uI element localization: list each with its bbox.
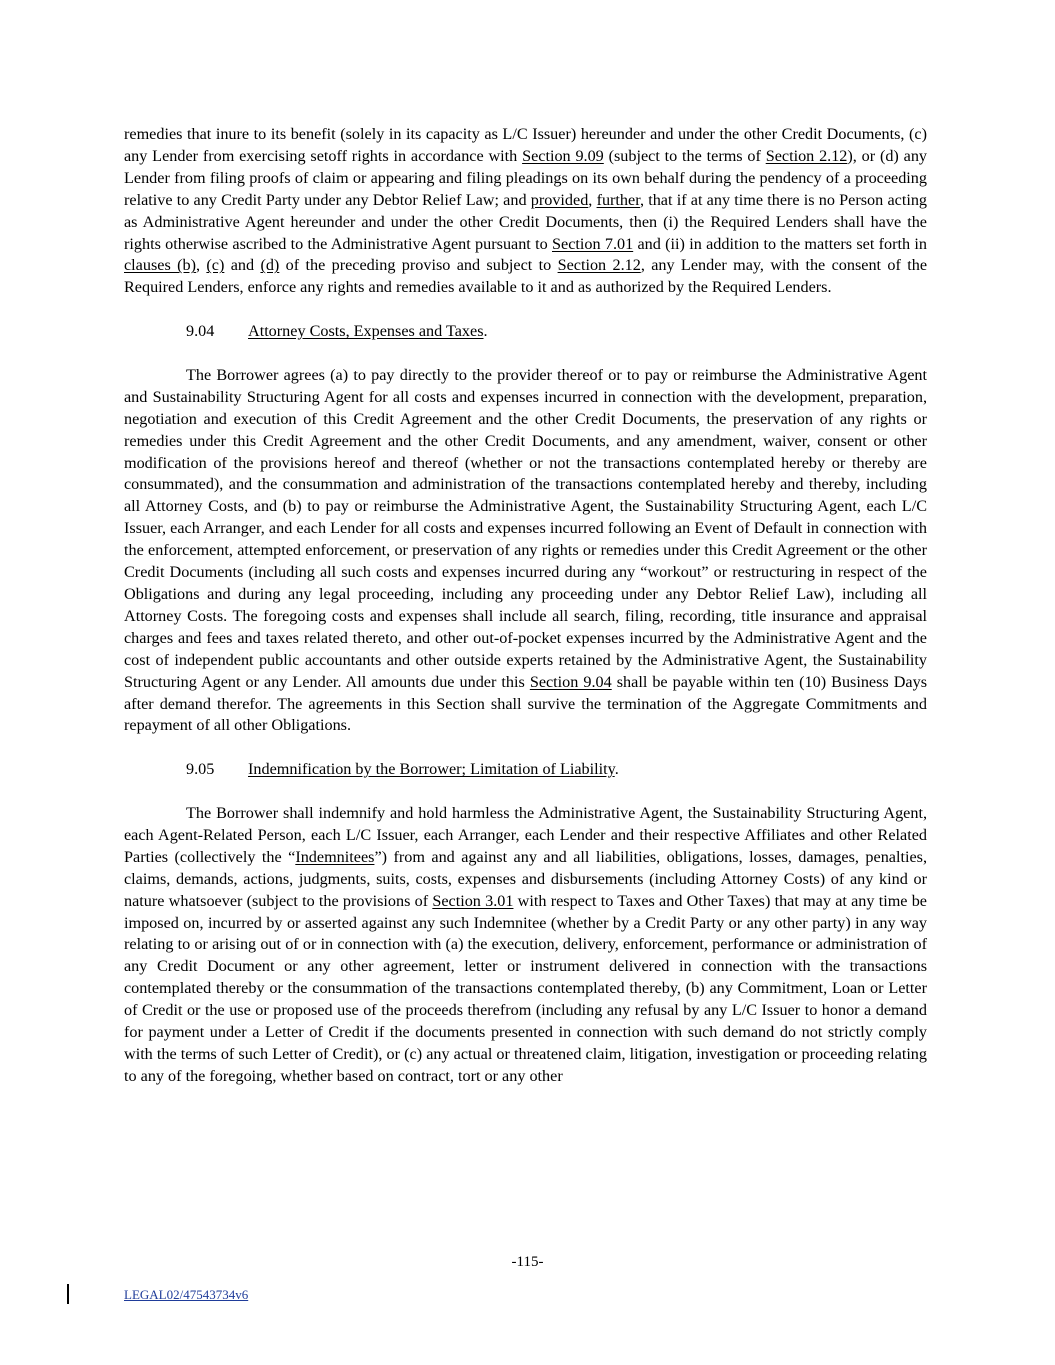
text-run: , that if at any time there is no Person acting as Administrative Agent hereunder and under the other Credit Documents, then (i) the Required Lenders shall have the rights otherwise ascribed to the Administrative Agent pursuant to [124, 190, 928, 253]
text-run: shall be payable within ten (10) Business Days after demand therefor. The agreements in this Section shall survive the termination of the Aggregate Commitments and repayment of all other Obligations. [124, 672, 928, 735]
section-title: Attorney Costs, Expenses and Taxes [248, 322, 484, 341]
clause-reference: clauses (b) [124, 256, 196, 275]
section-9-04-body [124, 365, 927, 737]
section-title-period: . [614, 760, 619, 779]
section-reference: Section 2.12 [557, 256, 641, 275]
clause-reference: (d) [260, 256, 280, 275]
section-reference: Section 2.12 [765, 146, 848, 165]
section-number: 9.04 [186, 322, 215, 341]
clause-reference: (c) [206, 256, 225, 275]
text-run: with respect to Taxes and Other Taxes) that may at any time be imposed on, incurred by or asserted against any such Indemnitee (whether by a Credit Party or any other party) in any way relating to or arising out of or in connection with (a) the execution, delivery, enforcement, performance or administration of any Credit Document or any other agreement, letter or instrument delivered in connection with the transactions contemplated thereby or the consummation of the transactions contemplated thereby, (b) any Commitment, Loan or Letter of Credit or the use or proposed use of the proceeds therefrom (including any refusal by any L/C Issuer to honor a demand for payment under a Letter of Credit if the documents presented in connection with such demand do not strictly comply with the terms of such Letter of Credit), or (c) any actual or threatened claim, litigation, investigation or proceeding relating to any of the foregoing, whether based on contract, tort or any other [124, 891, 927, 1085]
document-body [124, 124, 927, 1088]
section-number: 9.05 [186, 760, 215, 779]
section-heading-9-04 [124, 321, 927, 343]
text-run: of the preceding proviso and subject to [279, 256, 558, 275]
text-run: ”) from and against any and all liabilities, obligations, losses, damages, penalties, claims, demands, actions, judgments, suits, costs, expenses and disbursements (including Attorney Costs) of any kind or nature whatsoever (subject to the provisions of [124, 847, 927, 910]
text-run: remedies that inure to its benefit (solely in its capacity as L/C Issuer) hereunder and under the other Credit Documents, (c) any Lender from exercising setoff rights in accordance with [124, 125, 927, 165]
text-run: and [224, 256, 261, 275]
page-number: -115- [511, 1254, 544, 1270]
spacer [124, 343, 927, 365]
section-reference: Section 3.01 [432, 891, 514, 910]
defined-term: provided [530, 190, 589, 209]
defined-term: further [596, 190, 640, 209]
section-heading-9-05 [124, 759, 927, 781]
text-run: ), or (d) any Lender from filing proofs of claim or appearing and filing pleadings on its own behalf during the pendency of a proceeding relative to any Credit Party under any Debtor Relief Law; and [124, 146, 928, 209]
section-reference: Section 9.09 [522, 146, 604, 165]
spacer [124, 737, 927, 759]
text-run: The Borrower agrees (a) to pay directly to the provider thereof or to pay or reimburse the Administrative Agent and Sustainability Structuring Agent for all costs and expenses incurred in connection with the development, preparation, negotiation and execution of this Credit Agreement and the other Credit Documents, the preservation of any rights or remedies under this Credit Agreement and the other Credit Documents, and any amendment, waiver, consent or other modification of the provisions hereof and thereof (whether or not the transactions contemplated hereby or thereby are consummated), and the consummation and administration of the transactions contemplated hereby and thereby, including all Attorney Costs, and (b) to pay or reimburse the Administrative Agent, the Sustainability Structuring Agent, each L/C Issuer, each Arranger, and each Lender for all costs and expenses incurred following an Event of Default in connection with the enforcement, attempted enforcement, or preservation of any rights or remedies under this Credit Agreement or the other Credit Documents (including all such costs and expenses incurred during any “workout” or restructuring in respect of the Obligations and during any legal proceeding, including any proceeding under any Debtor Relief Law), including all Attorney Costs. The foregoing costs and expenses shall include all search, filing, recording, title insurance and appraisal charges and fees and taxes related thereto, and other out-of-pocket expenses incurred by the Administrative Agent and the cost of independent public accountants and other outside experts retained by the Administrative Agent, the Sustainability Structuring Agent or any Lender. All amounts due under this [124, 365, 927, 691]
revision-change-bar [67, 1284, 69, 1304]
text-run: , [588, 190, 597, 209]
section-reference: Section 7.01 [552, 234, 634, 253]
spacer [124, 299, 927, 321]
text-run: (subject to the terms of [603, 146, 766, 165]
section-9-05-body [124, 803, 927, 1088]
document-id-footer[interactable]: LEGAL02/47543734v6 [124, 1287, 249, 1302]
text-run: , any Lender may, with the consent of the Required Lenders, enforce any rights and remedies available to it and as authorized by the Required Lenders. [124, 256, 927, 297]
spacer [124, 781, 927, 803]
text-run: , [195, 256, 207, 275]
section-reference: Section 9.04 [529, 672, 612, 691]
text-run: The Borrower shall indemnify and hold harmless the Administrative Agent, the Sustainability Structuring Agent, each Agent-Related Person, each L/C Issuer, each Arranger, each Lender and their respective Affiliates and other Related Parties (collectively the “ [124, 804, 927, 866]
text-run: and (ii) in addition to the matters set forth in [633, 234, 927, 253]
defined-term: Indemnitees [295, 847, 375, 866]
section-title: Indemnification by the Borrower; Limitation of Liability [248, 760, 615, 779]
paragraph-continuation [124, 124, 927, 299]
section-title-period: . [483, 322, 488, 341]
